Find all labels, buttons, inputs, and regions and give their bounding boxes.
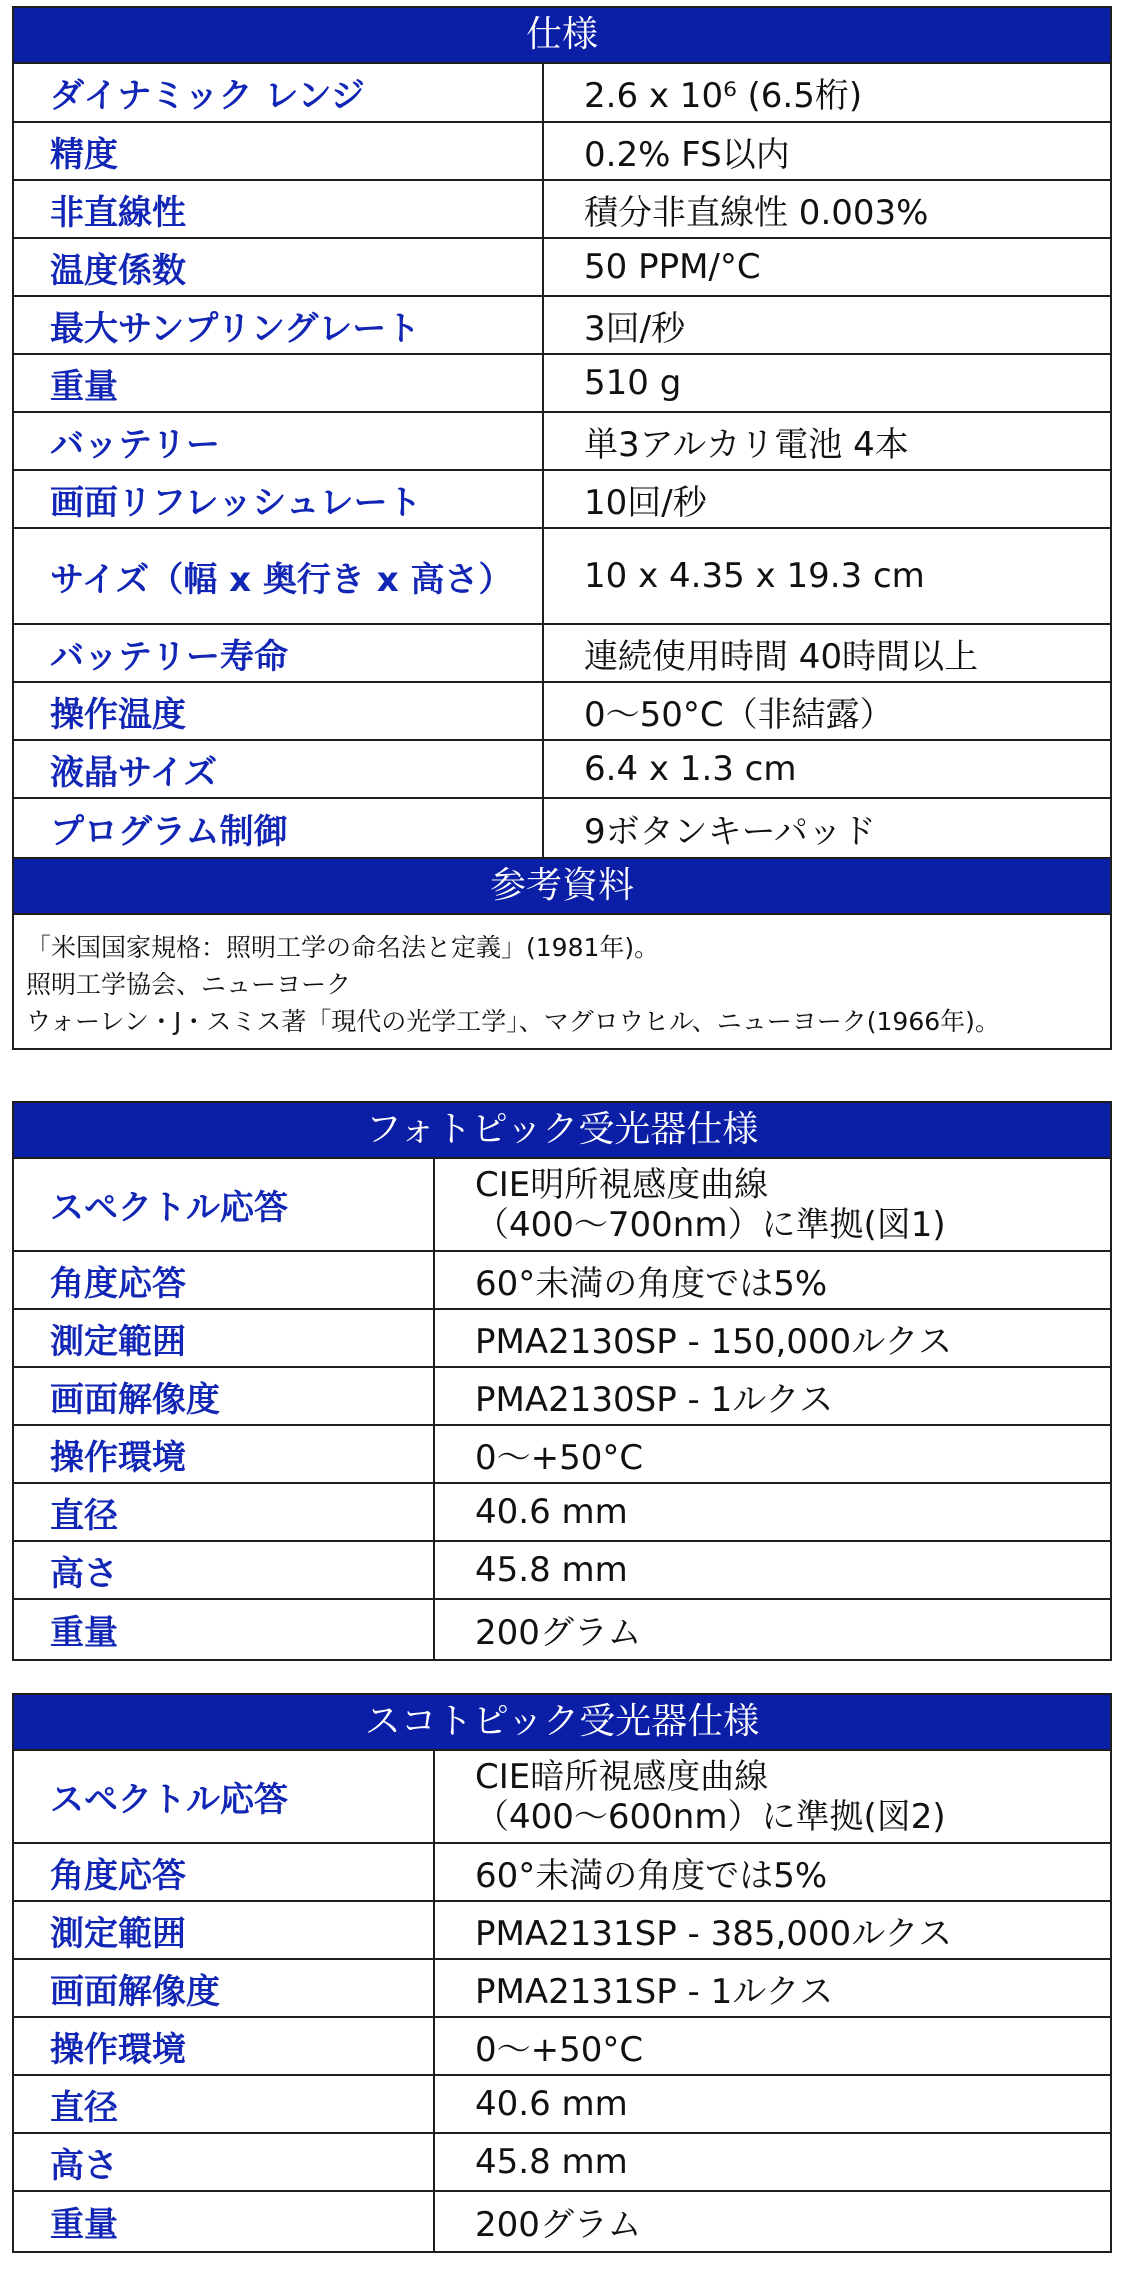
photopic-table — [14, 1159, 1110, 1659]
spec-value — [434, 1751, 1110, 1843]
spec-label: 画面解像度 — [14, 1367, 434, 1425]
spec-value: 0～50°C（非結露） — [543, 682, 1110, 740]
spec-label: 重量 — [14, 354, 543, 412]
reference-list — [14, 915, 1110, 1048]
table-row — [14, 2133, 1110, 2191]
table-row — [14, 1843, 1110, 1901]
spec-label: 直径 — [14, 1483, 434, 1541]
table-row — [14, 1425, 1110, 1483]
spec-value-line: CIE暗所視感度曲線 — [475, 1756, 769, 1797]
spec-label: ダイナミック レンジ — [14, 64, 543, 122]
spec-value: 10回/秒 — [543, 470, 1110, 528]
spec-value: 40.6 mm — [434, 2075, 1110, 2133]
table-row — [14, 64, 1110, 122]
spec-value: 10 x 4.35 x 19.3 cm — [543, 528, 1110, 624]
spec-label: 測定範囲 — [14, 1901, 434, 1959]
table-row — [14, 1959, 1110, 2017]
spec-value: PMA2130SP - 1ルクス — [434, 1367, 1110, 1425]
spec-value: PMA2130SP - 150,000ルクス — [434, 1309, 1110, 1367]
spec-label: バッテリー — [14, 412, 543, 470]
spec-value — [434, 1159, 1110, 1251]
spec-value: 連続使用時間 40時間以上 — [543, 624, 1110, 682]
spec-label: バッテリー寿命 — [14, 624, 543, 682]
spec-section-title: 仕様 — [14, 8, 1110, 64]
spec-value: 45.8 mm — [434, 1541, 1110, 1599]
spec-value: PMA2131SP - 1ルクス — [434, 1959, 1110, 2017]
table-row — [14, 412, 1110, 470]
spec-label: 操作環境 — [14, 1425, 434, 1483]
table-row — [14, 1159, 1110, 1251]
spec-label: サイズ（幅 x 奥行き x 高さ） — [14, 528, 543, 624]
reference-title: 参考資料 — [14, 859, 1110, 915]
spec-value: 510 g — [543, 354, 1110, 412]
spec-label: 温度係数 — [14, 238, 543, 296]
table-row — [14, 470, 1110, 528]
table-row — [14, 180, 1110, 238]
table-row — [14, 296, 1110, 354]
spec-label: 角度応答 — [14, 1843, 434, 1901]
spec-label: スペクトル応答 — [14, 1159, 434, 1251]
spec-label: プログラム制御 — [14, 798, 543, 858]
table-row — [14, 1751, 1110, 1843]
table-row — [14, 1483, 1110, 1541]
spec-table — [14, 64, 1110, 859]
spec-label: 液晶サイズ — [14, 740, 543, 798]
spec-value-line: CIE明所視感度曲線 — [475, 1164, 769, 1205]
spec-label: 重量 — [14, 1599, 434, 1659]
spec-value: 200グラム — [475, 1613, 642, 1653]
spec-value: 60°未満の角度では5% — [434, 1251, 1110, 1309]
spec-section — [12, 6, 1112, 1050]
table-row — [14, 1599, 1110, 1659]
spec-label: 高さ — [14, 2133, 434, 2191]
photopic-section-title: フォトピック受光器仕様 — [14, 1103, 1110, 1159]
spec-value: 2.6 x 10⁶ (6.5桁) — [543, 64, 1110, 122]
reference-item: 照明工学協会、ニューヨーク — [26, 970, 352, 999]
spec-label: 非直線性 — [14, 180, 543, 238]
spec-value: 6.4 x 1.3 cm — [543, 740, 1110, 798]
table-row — [14, 2017, 1110, 2075]
spec-value: 単3アルカリ電池 4本 — [543, 412, 1110, 470]
table-row — [14, 1251, 1110, 1309]
table-row — [14, 354, 1110, 412]
spec-value: 9ボタンキーパッド — [543, 798, 1110, 858]
spec-value: 0.2% FS以内 — [543, 122, 1110, 180]
scotopic-table — [14, 1751, 1110, 2251]
spec-label: 高さ — [14, 1541, 434, 1599]
spec-label: 角度応答 — [14, 1251, 434, 1309]
spec-value: 0～+50°C — [434, 1425, 1110, 1483]
spec-value: 3回/秒 — [543, 296, 1110, 354]
spec-value: 45.8 mm — [434, 2133, 1110, 2191]
table-row — [14, 238, 1110, 296]
table-row — [14, 1367, 1110, 1425]
spec-label: 最大サンプリングレート — [14, 296, 543, 354]
reference-item: 「米国国家規格：照明工学の命名法と定義」(1981年)。 — [26, 933, 660, 962]
spec-label: 重量 — [14, 2191, 434, 2251]
spec-value-line: （400～700nm）に準拠(図1) — [475, 1204, 946, 1245]
spec-value: 50 PPM/°C — [543, 238, 1110, 296]
table-row — [14, 798, 1110, 858]
spec-label: 操作環境 — [14, 2017, 434, 2075]
table-row — [14, 528, 1110, 624]
spec-value: PMA2131SP - 385,000ルクス — [434, 1901, 1110, 1959]
spec-value-line: （400～600nm）に準拠(図2) — [475, 1796, 946, 1837]
spec-label: スペクトル応答 — [14, 1751, 434, 1843]
scotopic-section — [12, 1693, 1112, 2253]
spec-label: 直径 — [14, 2075, 434, 2133]
spec-value: 40.6 mm — [434, 1483, 1110, 1541]
spec-label: 画面リフレッシュレート — [14, 470, 543, 528]
reference-item: ウォーレン・J・スミス著「現代の光学工学」、マグロウヒル、ニューヨーク(1966年)。 — [26, 1007, 1000, 1036]
table-row — [14, 122, 1110, 180]
table-row — [14, 682, 1110, 740]
spec-label: 操作温度 — [14, 682, 543, 740]
spec-value: 0～+50°C — [434, 2017, 1110, 2075]
spec-value: 積分非直線性 0.003% — [543, 180, 1110, 238]
table-row — [14, 1541, 1110, 1599]
spec-label: 画面解像度 — [14, 1959, 434, 2017]
spec-value: 200グラム — [475, 2205, 642, 2245]
spec-label: 精度 — [14, 122, 543, 180]
spec-value: 60°未満の角度では5% — [434, 1843, 1110, 1901]
table-row — [14, 1309, 1110, 1367]
table-row — [14, 2191, 1110, 2251]
table-row — [14, 740, 1110, 798]
table-row — [14, 624, 1110, 682]
table-row — [14, 2075, 1110, 2133]
spec-label: 測定範囲 — [14, 1309, 434, 1367]
table-row — [14, 1901, 1110, 1959]
photopic-section — [12, 1101, 1112, 1661]
scotopic-section-title: スコトピック受光器仕様 — [14, 1695, 1110, 1751]
